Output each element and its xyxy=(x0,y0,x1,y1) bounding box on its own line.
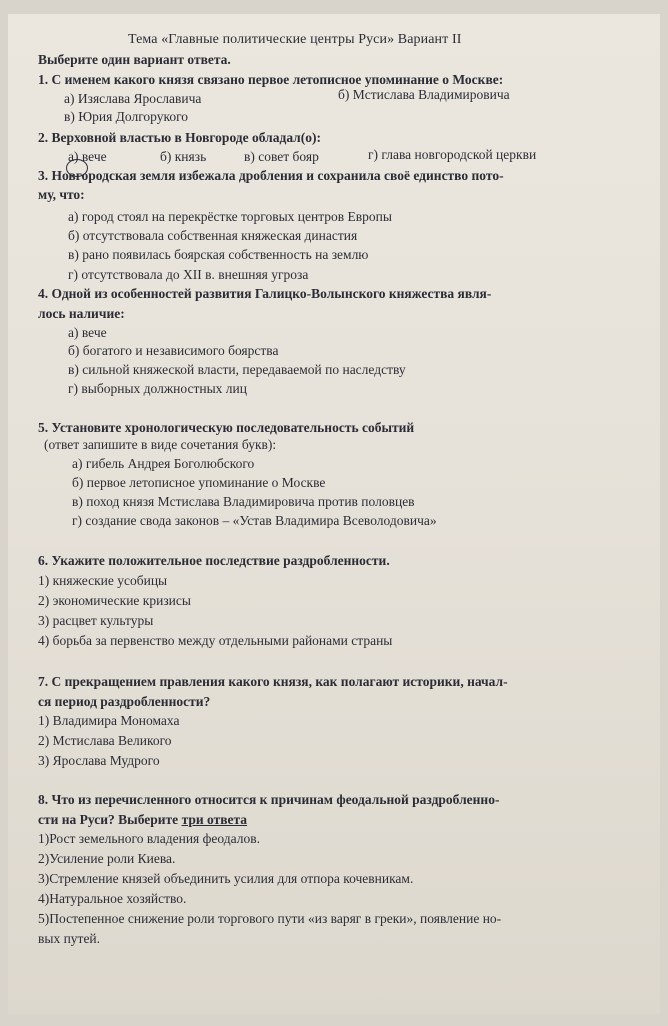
question-7-line2: ся период раздробленности? xyxy=(38,694,211,709)
q1-option-a: а) Изяслава Ярославича xyxy=(64,91,202,106)
instruction-text: Выберите один вариант ответа. xyxy=(38,52,231,67)
q2-option-a: а) вече xyxy=(68,149,107,164)
question-3-line1: 3. Новгородская земля избежала дробления и сохранила своё единство пото- xyxy=(38,168,504,183)
question-4-line1: 4. Одной из особенностей развития Галицко-Волынского княжества явля- xyxy=(38,286,492,301)
q8-option-2: 2)Усиление роли Киева. xyxy=(38,851,176,866)
q1-option-b: б) Мстислава Владимировича xyxy=(338,87,510,102)
question-5-line2: (ответ запишите в виде сочетания букв): xyxy=(44,437,277,452)
q2-option-d: г) глава новгородской церкви xyxy=(368,147,537,162)
q7-option-3: 3) Ярослава Мудрого xyxy=(38,753,160,768)
question-3-line2: му, что: xyxy=(38,187,85,202)
q6-option-1: 1) княжеские усобицы xyxy=(38,573,168,588)
question-2: 2. Верховной властью в Новгороде обладал(о): xyxy=(38,130,321,145)
q5-option-d: г) создание свода законов – «Устав Владимира Всеволодовича» xyxy=(72,513,437,528)
q8-option-4: 4)Натуральное хозяйство. xyxy=(38,891,187,906)
q4-option-d: г) выборных должностных лиц xyxy=(68,381,247,396)
q3-option-c: в) рано появилась боярская собственность на землю xyxy=(68,247,369,262)
q7-option-2: 2) Мстислава Великого xyxy=(38,733,172,748)
q5-option-c: в) поход князя Мстислава Владимировича против половцев xyxy=(72,494,415,509)
question-8-line1: 8. Что из перечисленного относится к причинам феодальной раздробленно- xyxy=(38,792,500,807)
three-answers-underlined: три ответа xyxy=(181,812,248,827)
question-1: 1. С именем какого князя связано первое летописное упоминание о Москве: xyxy=(38,72,504,87)
q8-option-5-line1: 5)Постепенное снижение роли торгового пути «из варяг в греки», появление но- xyxy=(38,911,502,926)
q3-option-a: а) город стоял на перекрёстке торговых центров Европы xyxy=(68,209,392,224)
q2-option-b: б) князь xyxy=(160,149,207,164)
question-8-line2 xyxy=(38,810,247,829)
q2-option-c: в) совет бояр xyxy=(244,149,319,164)
q8-option-1: 1)Рост земельного владения феодалов. xyxy=(38,831,260,846)
q3-option-b: б) отсутствовала собственная княжеская династия xyxy=(68,228,358,243)
q4-option-c: в) сильной княжеской власти, передаваемой по наследству xyxy=(68,362,406,377)
q4-option-a: а) вече xyxy=(68,325,107,340)
q1-option-c: в) Юрия Долгорукого xyxy=(64,109,189,124)
q5-option-b: б) первое летописное упоминание о Москве xyxy=(72,475,326,490)
q4-option-b: б) богатого и независимого боярства xyxy=(68,343,279,358)
question-5-line1: 5. Установите хронологическую последовательность событий xyxy=(38,420,415,435)
question-7-line1: 7. С прекращением правления какого князя, как полагают историки, начал- xyxy=(38,674,508,689)
q6-option-4: 4) борьба за первенство между отдельными районами страны xyxy=(38,633,393,648)
question-6: 6. Укажите положительное последствие раздробленности. xyxy=(38,553,390,568)
q7-option-1: 1) Владимира Мономаха xyxy=(38,713,180,728)
question-4-line2: лось наличие: xyxy=(38,306,125,321)
q8-option-3: 3)Стремление князей объединить усилия для отпора кочевникам. xyxy=(38,871,414,886)
worksheet-page xyxy=(8,14,660,1014)
worksheet-title: Тема «Главные политические центры Руси» Вариант II xyxy=(128,32,462,47)
q6-option-2: 2) экономические кризисы xyxy=(38,593,191,608)
q6-option-3: 3) расцвет культуры xyxy=(38,613,154,628)
q3-option-d: г) отсутствовала до XII в. внешняя угроза xyxy=(68,267,309,282)
q5-option-a: а) гибель Андрея Боголюбского xyxy=(72,456,255,471)
q8-option-5-line2: вых путей. xyxy=(38,931,101,946)
question-8-line2-text: сти на Руси? Выберите xyxy=(38,812,182,827)
